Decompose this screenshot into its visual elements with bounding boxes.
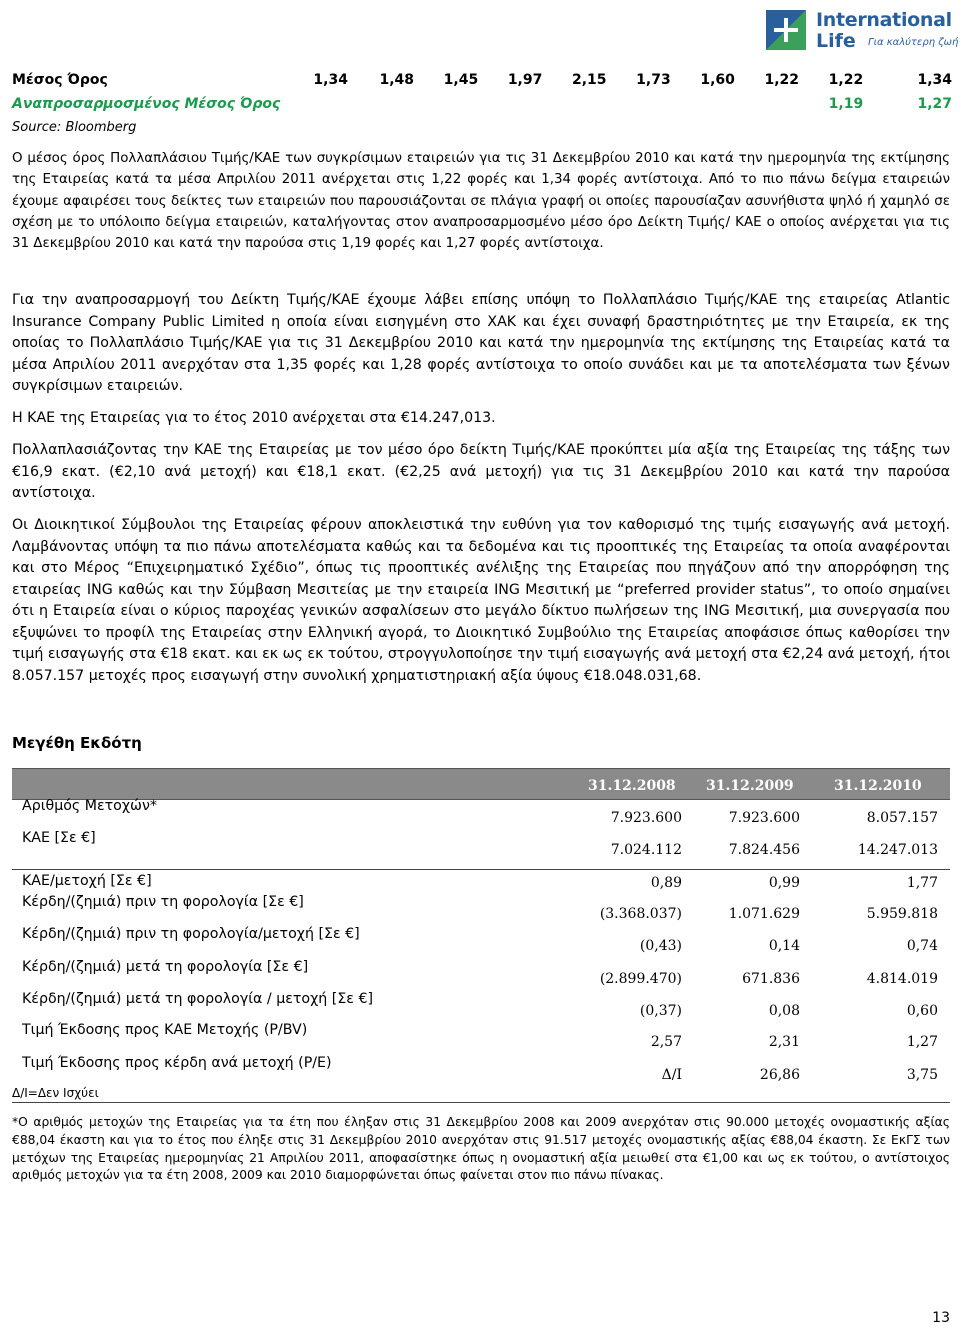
international-life-logo bbox=[764, 8, 959, 52]
paragraph-average-multiple: Ο μέσος όρος Πολλαπλάσιου Τιμής/ΚΑΕ των συγκρίσιμων εταιρειών για τις 31 Δεκεμβρίου 2010 και κατά την ημερομηνία της εκτίμησης της Εταιρείας κατά τα μέσα Απριλίου 2011 ανέρχεται στις 1,22 φορές και 1,34 φορές αντίστοιχα. Από το πιο πάνω δείγμα εταιρειών έχουμε αφαιρέσει τους δείκτες των εταιρειών που παρουσιάζονται σε πλάγια γραφή οι οποίες παρουσίαζαν ασυνήθιστα ψηλό ή χαμηλό σε σχέση με το υπόλοιπο δείγμα εταιρειών, καταλήγοντας στον αναπροσαρμοσμένο μέσο όρο Δείκτη Τιμής/ ΚΑΕ ο οποίος ανέρχεται για τις 31 Δεκεμβρίου 2010 και κατά την παρούσα στις 1,19 φορές και 1,27 φορές αντίστοιχα. bbox=[12, 151, 950, 252]
cell: 3,75 bbox=[906, 1067, 938, 1083]
row-label: Αναπροσαρμοσμένος Μέσος Όρος bbox=[12, 96, 281, 112]
divider bbox=[12, 1102, 950, 1103]
cell bbox=[542, 92, 606, 116]
table-row bbox=[12, 830, 950, 860]
paragraph-kae: Η ΚΑΕ της Εταιρείας για το έτος 2010 ανέρχεται στα €14.247,013. bbox=[12, 410, 496, 426]
logo-mark-icon bbox=[764, 8, 808, 52]
cell: 7.824.456 bbox=[728, 842, 800, 858]
row-label: ΚΑΕ/μετοχή [Σε €] bbox=[22, 873, 152, 889]
cell: 1,77 bbox=[906, 875, 938, 891]
cell: Δ/Ι bbox=[661, 1067, 682, 1083]
cell: 1,22 bbox=[828, 72, 864, 88]
table-row bbox=[12, 959, 950, 989]
cell bbox=[282, 92, 348, 116]
issuer-figures-heading: Μεγέθη Εκδότη bbox=[12, 734, 142, 752]
table-row bbox=[12, 991, 950, 1021]
logo-line1: International bbox=[816, 9, 952, 31]
row-label: Τιμή Έκδοσης προς ΚΑΕ Μετοχής (P/BV) bbox=[22, 1022, 308, 1038]
table-row bbox=[12, 926, 950, 956]
cell bbox=[478, 92, 542, 116]
average-row bbox=[12, 68, 952, 92]
row-label: Αριθμός Μετοχών* bbox=[22, 798, 157, 814]
row-label: Τιμή Έκδοσης προς κέρδη ανά μετοχή (P/E) bbox=[22, 1055, 332, 1071]
logo-tagline: Για καλύτερη ζωή bbox=[868, 37, 959, 48]
cell: 1,34 bbox=[917, 72, 952, 88]
cell: 0,08 bbox=[768, 1003, 800, 1019]
cell: 1,22 bbox=[764, 72, 800, 88]
column-header: 31.12.2009 bbox=[706, 778, 794, 794]
cell: 0,74 bbox=[906, 938, 938, 954]
cell bbox=[348, 92, 414, 116]
paragraph-directors: Οι Διοικητικοί Σύμβουλοι της Εταιρείας φέρουν αποκλειστικά την ευθύνη για τον καθορισμό της τιμής εισαγωγής ανά μετοχή. Λαμβάνοντας υπόψη τα πιο πάνω αποτελέσματα καθώς και τα δεδομένα και τις προοπτικές της Εταιρείας τα οποία αναφέρονται και στο Μέρος “Επιχειρηματικό Σχέδιο”, όπως τις προοπτικές ανέλιξης της Εταιρείας που πηγάζουν από την απορρόφηση της εταιρείας ING καθώς και την Σύμβαση Μεσιτείας με την εταιρεία ING Μεσιτική με “preferred provider status”, το οποίο σημαίνει ότι η Εταιρεία είναι ο κύριος παροχέας γενικών ασφαλίσεων στο μεγάλο δίκτυο πωλήσεων της ING Μεσιτική, μια συνεργασία που εξυψώνει το προφίλ της Εταιρείας στην Ελληνική αγορά, το Διοικητικό Συμβούλιο της Εταιρείας αποφάσισε όπως καθορίσει την τιμή εισαγωγής στα €18 εκατ. και εκ ως εκ τούτου, στρογγυλοποίησε την τιμή εισαγωγής ανά μετοχή στα €2,24 ανά μετοχή, ήτοι 8.057.157 μετοχές προς εισαγωγή στην συνολική χρηματιστηριακή αξία ύψους €18.048.031,68. bbox=[12, 517, 951, 684]
cell: 1,97 bbox=[507, 72, 543, 88]
row-label: Κέρδη/(ζημιά) μετά τη φορολογία [Σε €] bbox=[22, 959, 309, 975]
row-label: Κέρδη/(ζημιά) μετά τη φορολογία / μετοχή [Σε €] bbox=[22, 991, 374, 1007]
row-label: Μέσος Όρος bbox=[12, 72, 108, 88]
cell: 1.071.629 bbox=[728, 906, 800, 922]
cell bbox=[735, 92, 799, 116]
footnote: *Ο αριθμός μετοχών της Εταιρείας για τα έτη που έληξαν στις 31 Δεκεμβρίου 2008 και 2009 ανερχόταν στις 90.000 μετοχές ονομαστικής αξίας €88,04 έκαστη και για το έτος που έληξε στις 31 Δεκεμβρίου 2010 ανερχόταν στις 91.517 μετοχές ονομαστικής αξίας €88,04 έκαστη. Σε ΕκΓΣ των μετόχων της Εταιρείας ημερομηνίας 21 Απριλίου 2011, αποφασίστηκε όπως η ονομαστική αξία μειωθεί στα €1,00 και ως εκ τούτου, ο αντίστοιχος αριθμός μετοχών για τα έτη 2008, 2009 και 2010 διαμορφώνεται όπως φαίνεται στον πιο πάνω πίνακας. bbox=[12, 1115, 950, 1183]
logo-line2: Life bbox=[816, 30, 856, 52]
cell: 2,57 bbox=[650, 1034, 682, 1050]
table-row bbox=[12, 894, 950, 924]
issuer-figures-table bbox=[12, 768, 950, 1103]
cell: (0,43) bbox=[639, 938, 682, 954]
cell: 7.923.600 bbox=[728, 810, 800, 826]
table-row bbox=[12, 1055, 950, 1085]
row-label: Κέρδη/(ζημιά) πριν τη φορολογία [Σε €] bbox=[22, 894, 304, 910]
cell: (2.899.470) bbox=[599, 971, 682, 987]
cell: 14.247.013 bbox=[857, 842, 938, 858]
cell bbox=[414, 92, 478, 116]
paragraph-valuation: Πολλαπλασιάζοντας την ΚΑΕ της Εταιρείας με τον μέσο όρο δείκτη Τιμής/ΚΑΕ προκύπτει μία αξία της Εταιρείας της τάξης των €16,9 εκατ. (€2,10 ανά μετοχή) και €18,1 εκατ. (€2,25 ανά μετοχή) για τις 31 Δεκεμβρίου 2010 και κατά την παρούσα αντίστοιχα. bbox=[12, 442, 950, 501]
column-header: 31.12.2008 bbox=[588, 778, 676, 794]
cell: 4.814.019 bbox=[866, 971, 938, 987]
cell: 671.836 bbox=[742, 971, 800, 987]
page-number: 13 bbox=[932, 1310, 950, 1326]
average-multiples-table bbox=[12, 68, 952, 116]
paragraph-adjustment: Για την αναπροσαρμογή του Δείκτη Τιμής/ΚΑΕ έχουμε λάβει επίσης υπόψη το Πολλαπλάσιο Τιμής/ΚΑΕ της εταιρείας Atlantic Insurance Company Public Limited η οποία είναι εισηγμένη στο ΧΑΚ και έχει συναφή δραστηριότητες με την Εταιρεία, εκ της οποίας το Πολλαπλάσιο Τιμής/ΚΑΕ για τις 31 Δεκεμβρίου 2010 και κατά την ημερομηνία της εκτίμησης της Εταιρείας κατά τα μέσα Απριλίου 2011 ανερχόταν στα 1,35 φορές και 1,28 φορές αντίστοιχα το οποίο συνάδει και με τα αποτελέσματα των ξένων συγκρίσιμων εταιρειών. bbox=[12, 292, 950, 394]
row-label: ΚΑΕ [Σε €] bbox=[22, 830, 96, 846]
cell: 1,73 bbox=[636, 72, 671, 88]
cell: 0,14 bbox=[768, 938, 800, 954]
cell: 5.959.818 bbox=[866, 906, 938, 922]
cell: 1,27 bbox=[917, 96, 952, 112]
cell: 1,48 bbox=[379, 72, 415, 88]
cell: (0,37) bbox=[639, 1003, 682, 1019]
cell: 0,60 bbox=[906, 1003, 938, 1019]
table-row bbox=[12, 1022, 950, 1052]
cell: 2,15 bbox=[571, 72, 607, 88]
table-row bbox=[12, 863, 950, 893]
source-note: Source: Bloomberg bbox=[12, 120, 137, 135]
adjusted-average-row bbox=[12, 92, 952, 116]
cell: 7.923.600 bbox=[610, 810, 682, 826]
cell: 7.024.112 bbox=[610, 842, 682, 858]
cell: (3.368.037) bbox=[599, 906, 682, 922]
cell bbox=[607, 92, 671, 116]
table-header bbox=[12, 768, 950, 800]
cell: 1,27 bbox=[906, 1034, 938, 1050]
not-applicable-note: Δ/Ι=Δεν Ισχύει bbox=[12, 1086, 99, 1100]
cell: 8.057.157 bbox=[866, 810, 938, 826]
cell: 1,19 bbox=[828, 96, 864, 112]
cell: 2,31 bbox=[768, 1034, 800, 1050]
cell: 26,86 bbox=[759, 1067, 800, 1083]
cell: 0,89 bbox=[650, 875, 682, 891]
cell bbox=[671, 92, 735, 116]
column-header: 31.12.2010 bbox=[834, 778, 922, 794]
row-label: Κέρδη/(ζημιά) πριν τη φορολογία/μετοχή [Σε €] bbox=[22, 926, 360, 942]
cell: 1,60 bbox=[700, 72, 735, 88]
table-row bbox=[12, 798, 950, 828]
cell: 1,45 bbox=[443, 72, 479, 88]
cell: 0,99 bbox=[768, 875, 800, 891]
cell: 1,34 bbox=[313, 72, 348, 88]
